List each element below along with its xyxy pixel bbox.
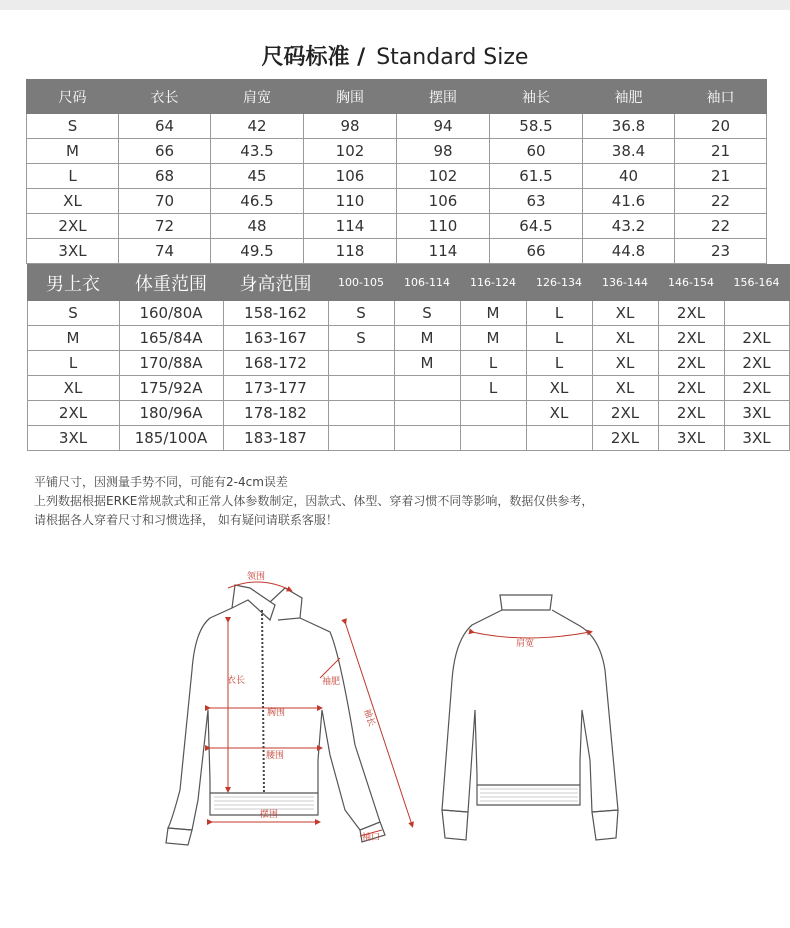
col-header: 衣长 (119, 80, 211, 114)
title-cn: 尺码标准 / (261, 45, 366, 70)
table-cell: M (27, 326, 119, 351)
col-header: 126-134 (526, 265, 592, 301)
table-cell: 175/92A (119, 376, 223, 401)
label-collar: 领围 (247, 572, 266, 582)
note-line: 请根据各人穿着尺寸和习惯选择， 如有疑问请联系客服！ (34, 513, 338, 527)
table-cell: 2XL (724, 326, 789, 351)
table-cell: 21 (675, 139, 767, 164)
table-cell: M (394, 351, 460, 376)
table-cell (724, 301, 789, 326)
table-cell: 178-182 (223, 401, 328, 426)
table-cell: 61.5 (490, 164, 583, 189)
table-cell: 66 (490, 239, 583, 264)
size-table (26, 79, 780, 451)
table-cell: 2XL (724, 351, 789, 376)
table-cell: 185/100A (119, 426, 223, 451)
table-cell (526, 426, 592, 451)
table-cell: 66 (119, 139, 211, 164)
table-cell (460, 426, 526, 451)
table-cell: 110 (304, 189, 397, 214)
table-row (27, 301, 789, 326)
col-header: 袖肥 (583, 80, 675, 114)
table-cell: 63 (490, 189, 583, 214)
table-cell: 3XL (658, 426, 724, 451)
table-cell: L (526, 301, 592, 326)
col-header: 116-124 (460, 265, 526, 301)
table-cell: 165/84A (119, 326, 223, 351)
table-cell: 42 (211, 114, 304, 139)
table-cell: M (394, 326, 460, 351)
table-cell (394, 376, 460, 401)
table-cell: 2XL (658, 326, 724, 351)
table-row (27, 401, 789, 426)
table-cell: 2XL (592, 401, 658, 426)
table-cell: M (460, 326, 526, 351)
table-cell: 41.6 (583, 189, 675, 214)
col-header: 156-164 (724, 265, 789, 301)
table-row (27, 164, 767, 189)
table-cell: 3XL (27, 239, 119, 264)
table-row (27, 351, 789, 376)
table-cell: 158-162 (223, 301, 328, 326)
body-section-wrap (27, 264, 780, 452)
table-cell (328, 351, 394, 376)
table-cell: 64.5 (490, 214, 583, 239)
col-header: 摆围 (397, 80, 490, 114)
table-cell: 3XL (27, 426, 119, 451)
col-header: 100-105 (328, 265, 394, 301)
table-cell: 98 (397, 139, 490, 164)
col-header: 146-154 (658, 265, 724, 301)
table-cell: 70 (119, 189, 211, 214)
table-cell: 43.2 (583, 214, 675, 239)
table-row (27, 214, 767, 239)
table-cell: 114 (397, 239, 490, 264)
table-cell (328, 426, 394, 451)
table-cell: L (526, 326, 592, 351)
table-cell: S (328, 326, 394, 351)
table-cell: 183-187 (223, 426, 328, 451)
table-cell: M (460, 301, 526, 326)
garment-header-row (27, 80, 767, 114)
col-header: 男上衣 (27, 265, 119, 301)
top-bar (0, 0, 790, 10)
body-header-row (27, 265, 789, 301)
table-cell: 64 (119, 114, 211, 139)
table-cell: 72 (119, 214, 211, 239)
table-row (27, 239, 767, 264)
table-cell: 23 (675, 239, 767, 264)
col-header: 尺码 (27, 80, 119, 114)
label-shoulder: 肩宽 (516, 639, 535, 649)
table-cell: 46.5 (211, 189, 304, 214)
table-cell: 36.8 (583, 114, 675, 139)
table-cell: 160/80A (119, 301, 223, 326)
table-cell: 49.5 (211, 239, 304, 264)
table-cell: 2XL (658, 351, 724, 376)
table-row (27, 189, 767, 214)
table-cell: XL (27, 189, 119, 214)
table-row (27, 139, 767, 164)
jacket-diagram (150, 560, 630, 860)
table-row (27, 376, 789, 401)
col-header: 身高范围 (223, 265, 328, 301)
table-cell: XL (592, 376, 658, 401)
table-cell: 2XL (658, 301, 724, 326)
page-title (0, 40, 790, 71)
col-header: 肩宽 (211, 80, 304, 114)
table-cell: S (27, 301, 119, 326)
col-header: 体重范围 (119, 265, 223, 301)
table-cell (460, 401, 526, 426)
col-header: 袖口 (675, 80, 767, 114)
notes (34, 473, 774, 530)
table-cell: 170/88A (119, 351, 223, 376)
table-cell: 102 (304, 139, 397, 164)
table-row (27, 114, 767, 139)
table-cell: 22 (675, 189, 767, 214)
table-cell: 20 (675, 114, 767, 139)
table-cell: 106 (304, 164, 397, 189)
table-cell: L (460, 351, 526, 376)
table-cell: S (394, 301, 460, 326)
table-cell: L (460, 376, 526, 401)
table-cell: L (526, 351, 592, 376)
table-cell: S (328, 301, 394, 326)
label-waist: 腰围 (266, 751, 285, 761)
table-cell: 74 (119, 239, 211, 264)
table-cell: 102 (397, 164, 490, 189)
label-hem: 摆围 (260, 810, 279, 820)
table-cell: 110 (397, 214, 490, 239)
table-cell: S (27, 114, 119, 139)
table-cell: XL (526, 376, 592, 401)
table-cell: 45 (211, 164, 304, 189)
title-en: Standard Size (376, 45, 529, 70)
table-cell: 58.5 (490, 114, 583, 139)
table-cell: XL (592, 326, 658, 351)
table-cell: 2XL (658, 376, 724, 401)
table-cell: 2XL (27, 214, 119, 239)
table-cell: 40 (583, 164, 675, 189)
table-cell: 38.4 (583, 139, 675, 164)
label-sleeve-length: 袖长 (361, 707, 377, 729)
table-cell (328, 401, 394, 426)
table-cell (394, 426, 460, 451)
table-row (27, 426, 789, 451)
table-cell: 94 (397, 114, 490, 139)
table-cell: 168-172 (223, 351, 328, 376)
table-cell: 180/96A (119, 401, 223, 426)
table-cell: 2XL (724, 376, 789, 401)
table-cell: 44.8 (583, 239, 675, 264)
table-cell (394, 401, 460, 426)
table-cell: 98 (304, 114, 397, 139)
note-line: 上列数据根据ERKE常规款式和正常人体参数制定，因款式、体型、穿着习惯不同等影响，数据仅供参考， (34, 494, 594, 508)
table-cell: 114 (304, 214, 397, 239)
label-cuff: 袖口 (362, 833, 381, 843)
table-cell: 3XL (724, 426, 789, 451)
label-length: 衣长 (227, 676, 246, 686)
table-cell: L (27, 351, 119, 376)
table-cell: 22 (675, 214, 767, 239)
table-cell: 68 (119, 164, 211, 189)
col-header: 袖长 (490, 80, 583, 114)
back-jacket (442, 595, 618, 840)
table-cell: 173-177 (223, 376, 328, 401)
col-header: 胸围 (304, 80, 397, 114)
table-cell: 60 (490, 139, 583, 164)
col-header: 136-144 (592, 265, 658, 301)
table-cell: 106 (397, 189, 490, 214)
table-cell: 163-167 (223, 326, 328, 351)
table-cell: L (27, 164, 119, 189)
table-cell (328, 376, 394, 401)
table-cell: M (27, 139, 119, 164)
note-line: 平铺尺寸，因测量手势不同，可能有2-4cm误差 (34, 475, 288, 489)
label-sleeve-width: 袖肥 (322, 677, 341, 687)
col-header: 106-114 (394, 265, 460, 301)
table-cell: 2XL (658, 401, 724, 426)
label-chest: 胸围 (267, 708, 286, 718)
table-cell: 21 (675, 164, 767, 189)
table-row (27, 326, 789, 351)
table-cell: 43.5 (211, 139, 304, 164)
table-cell: 2XL (27, 401, 119, 426)
table-cell: 2XL (592, 426, 658, 451)
table-cell: XL (592, 301, 658, 326)
table-cell: XL (27, 376, 119, 401)
table-cell: 3XL (724, 401, 789, 426)
table-cell: XL (592, 351, 658, 376)
table-cell: XL (526, 401, 592, 426)
table-cell: 118 (304, 239, 397, 264)
table-cell: 48 (211, 214, 304, 239)
